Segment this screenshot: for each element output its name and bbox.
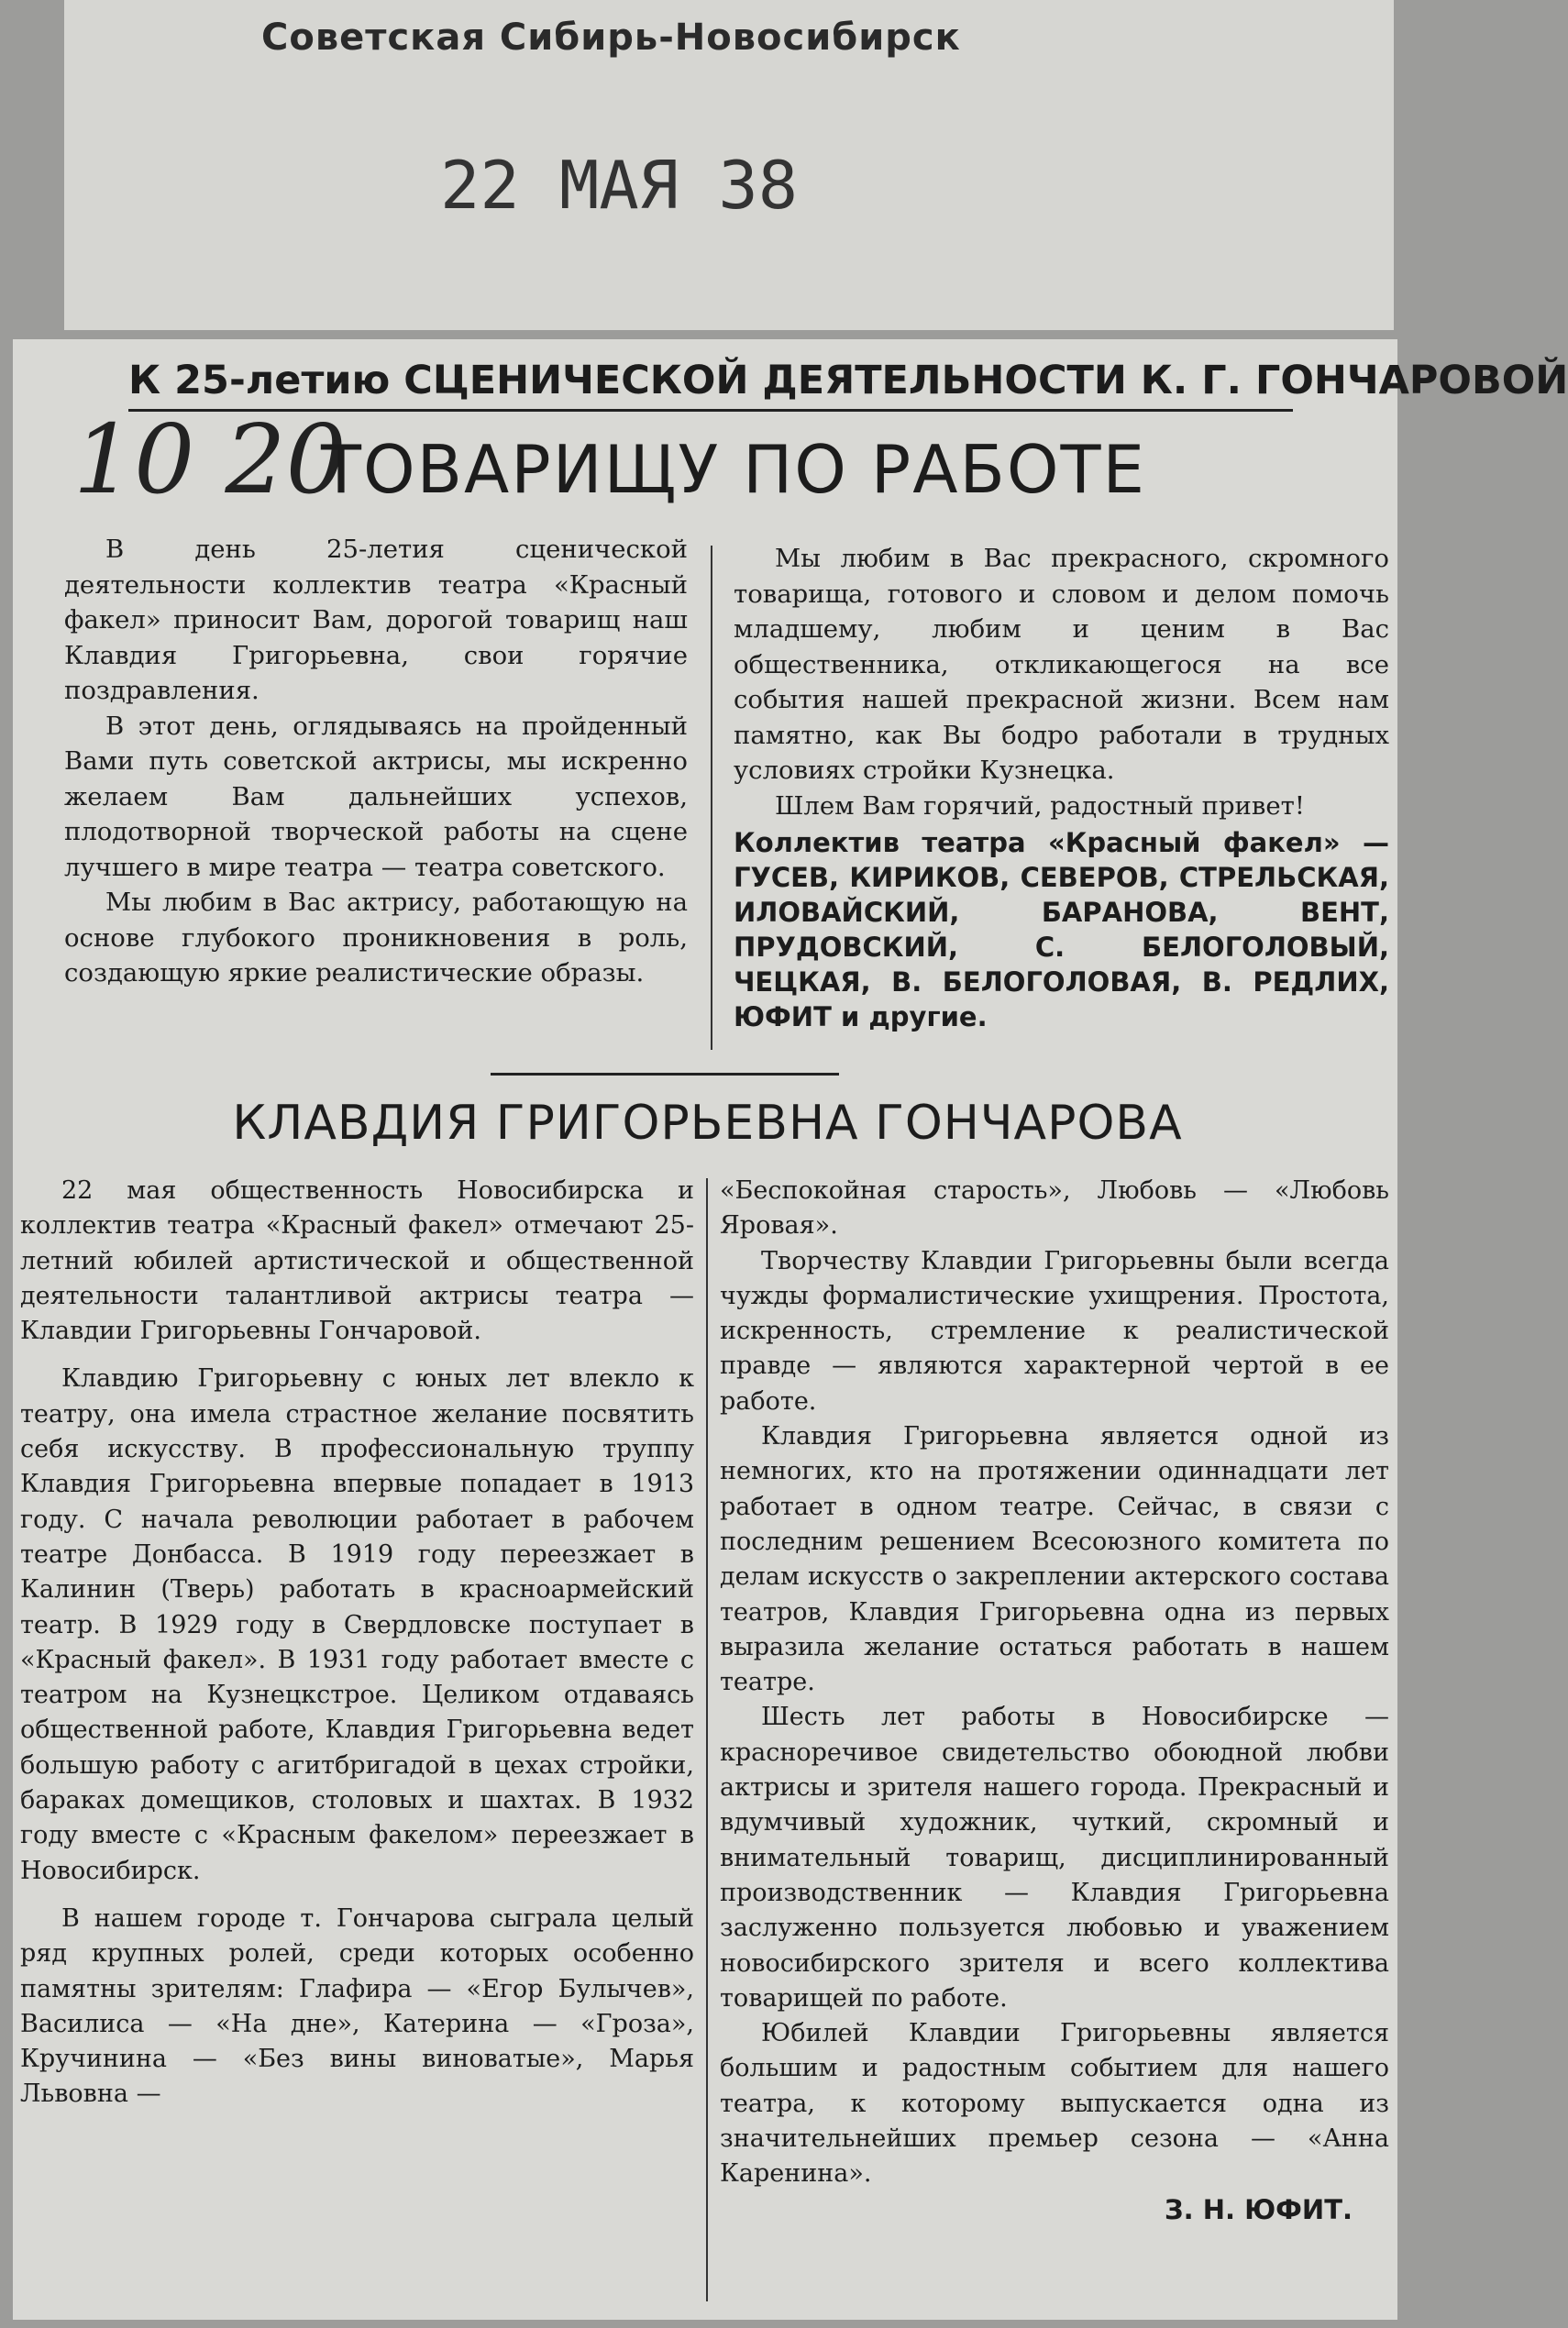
- column-divider: [711, 546, 712, 1050]
- section-divider: [491, 1073, 839, 1076]
- paragraph: Клавдия Григорьевна является одной из немногих, кто на протяжении одиннадцати лет работает в одном театре. Сейчас, в связи с последним решением Всесоюзного комитета по делам искусств о закреплении актерского состава театров, Клавдия Григорьевна одна из первых выразила желание остаться работать в нашем театре.: [720, 1422, 1389, 1697]
- article2-column-1: [20, 1174, 694, 2113]
- paragraph: Мы любим в Вас актрису, работающую на основе глубокого проникновения в роль, создающую яркие реалистические образы.: [64, 888, 688, 987]
- paragraph: В этот день, оглядываясь на пройденный Вами путь советской актрисы, мы искренно желаем Вам дальнейших успехов, плодотворной творческой работы на сцене лучшего в мире театра — театра советского.: [64, 711, 688, 882]
- paragraph: Клавдию Григорьевну с юных лет влекло к театру, она имела страстное желание посвятить себя искусству. В профессиональную труппу Клавдия Григорьевна впервые попадает в 1913 году. С начала революции работает в рабочем театре Донбасса. В 1919 году переезжает в Калинин (Тверь) работать в красноармейский театр. В 1929 году в Свердловске поступает в «Красный факел». В 1931 году работает вместе с театром на Кузнецкстрое. Целиком отдаваясь общественной работе, Клавдия Григорьевна ведет большую работу с агитбригадой в цехах стройки, бараках домещиков, столовых и шахтах. В 1932 году вместе с «Красным факелом» переезжает в Новосибирск.: [20, 1364, 694, 1885]
- newspaper-source: Советская Сибирь-Новосибирск: [261, 17, 961, 59]
- paragraph: Шесть лет работы в Новосибирске — красноречивое свидетельство обоюдной любви актрисы и зрителя нашего города. Прекрасный и вдумчивый художник, чуткий, скромный и внимательный товарищ, дисциплинированный производственник — Клавдия Григорьевна заслуженно пользуется любовью и уважением новосибирского зрителя и всего коллектива товарищей по работе.: [720, 1703, 1389, 2013]
- paragraph: Творчеству Клавдии Григорьевны были всегда чужды формалистические ухищрения. Простота, искренность, стремление к реалистической правде — являются характерной чертой в ее работе.: [720, 1246, 1389, 1416]
- article2-column-2: [720, 1174, 1389, 2227]
- article1-column-1: [64, 532, 688, 991]
- paragraph: «Беспокойная старость», Любовь — «Любовь Яровая».: [720, 1176, 1389, 1241]
- paragraph: Мы любим в Вас прекрасного, скромного товарища, готового и словом и делом помочь младшему, любим и ценим в Вас общественника, откликающегося на все события нашей прекрасной жизни. Всем нам памятно, как Вы бодро работали в трудных условиях стройки Кузнецка.: [734, 544, 1389, 785]
- paragraph: Юбилей Клавдии Григорьевны является большим и радостным событием для нашего театра, к которому выпускается одна из значительнейших премьер сезона — «Анна Каренина».: [720, 2019, 1389, 2189]
- paragraph: В нашем городе т. Гончарова сыграла целый ряд крупных ролей, среди которых особенно памятны зрителям: Глафира — «Егор Булычев», Василиса — «На дне», Катерина — «Гроза», Кручинина — «Без вины виноватые», Марья Львовна —: [20, 1903, 694, 2109]
- column-divider: [706, 1178, 708, 2301]
- article1-kicker: К 25-летию СЦЕНИЧЕСКОЙ ДЕЯТЕЛЬНОСТИ К. Г. ГОНЧАРОВОЙ: [128, 358, 1293, 412]
- article2-headline: КЛАВДИЯ ГРИГОРЬЕВНА ГОНЧАРОВА: [232, 1096, 1183, 1151]
- date-stamp: 22 МАЯ 38: [440, 147, 799, 224]
- article1-signature: Коллектив театра «Красный факел» — ГУСЕВ, КИРИКОВ, СЕВЕРОВ, СТРЕЛЬСКАЯ, ИЛОВАЙСКИЙ, БАРАНОВА, ВЕНТ, ПРУДОВСКИЙ, С. БЕЛОГОЛОВЫЙ, ЧЕЦКАЯ, В. БЕЛОГОЛОВАЯ, В. РЕДЛИХ, ЮФИТ и другие.: [734, 827, 1389, 1032]
- article1-headline: ТОВАРИЩУ ПО РАБОТЕ: [321, 431, 1146, 508]
- article1-column-2: [734, 541, 1389, 1034]
- handwritten-mark: 10 20: [73, 403, 347, 515]
- article2-author: З. Н. ЮФИТ.: [1165, 2193, 1353, 2225]
- paragraph: 22 мая общественность Новосибирска и коллектив театра «Красный факел» отмечают 25-летний юбилей артистической и общественной деятельности талантливой актрисы театра — Клавдии Григорьевны Гончаровой.: [20, 1176, 694, 1346]
- paragraph: Шлем Вам горячий, радостный привет!: [775, 790, 1305, 821]
- paragraph: В день 25-летия сценической деятельности коллектив театра «Красный факел» приносит Вам, дорогой товарищ наш Клавдия Григорьевна, свои горячие поздравления.: [64, 535, 688, 705]
